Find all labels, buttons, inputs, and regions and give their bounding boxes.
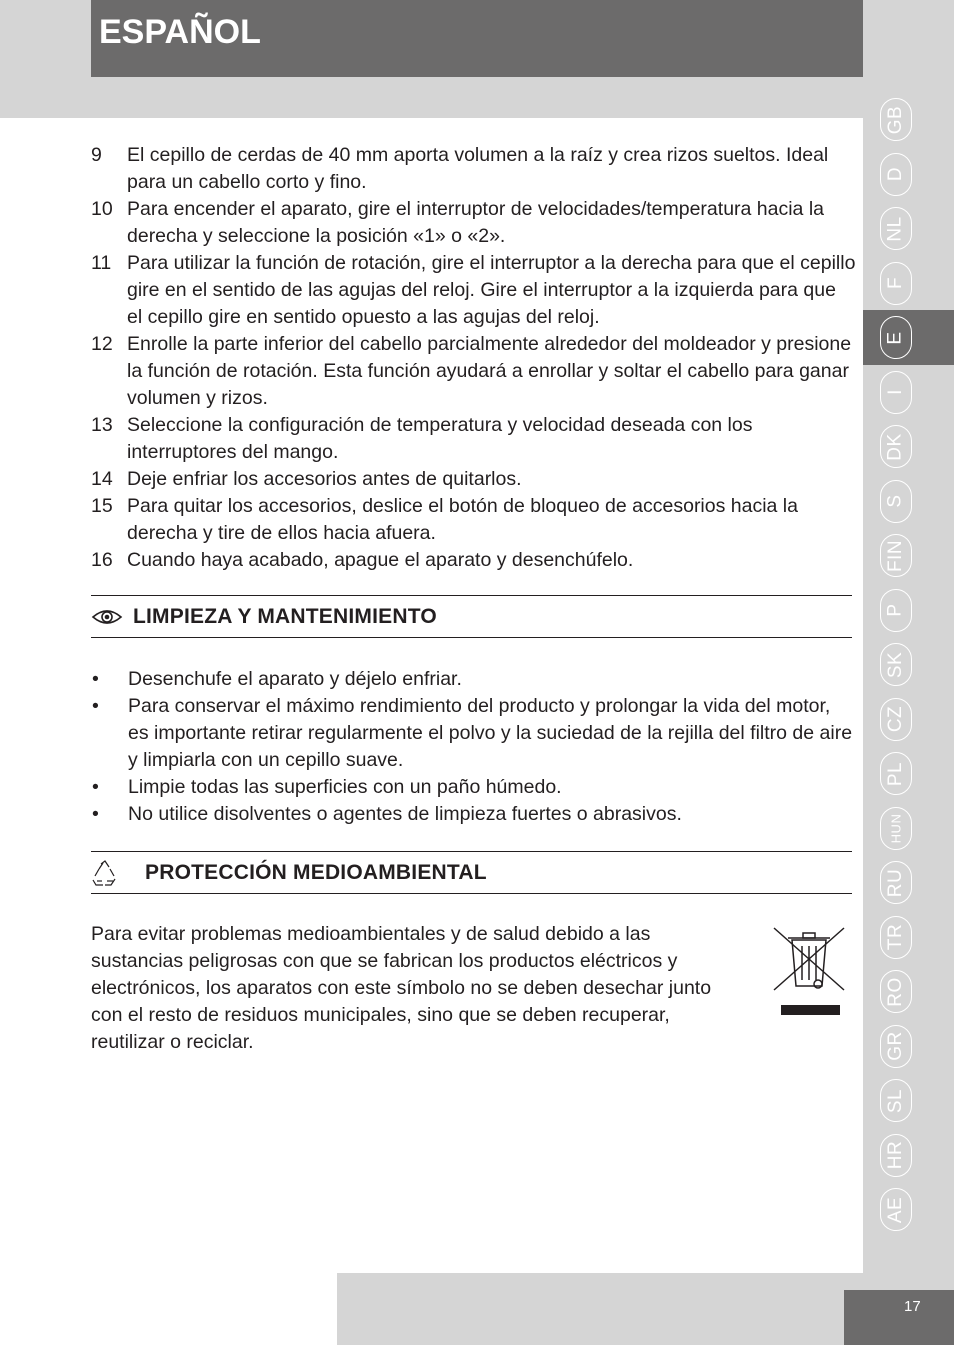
language-code: TR bbox=[884, 923, 906, 951]
language-code: HUN bbox=[888, 813, 904, 843]
language-pill bbox=[880, 1079, 912, 1122]
bullet-item bbox=[91, 774, 856, 801]
language-code: NL bbox=[884, 215, 906, 242]
step-text: Para utilizar la función de rotación, gire el interruptor a la derecha para que el cepillo gire en el sentido de las agujas del reloj. Gire el interruptor a la izquierda para que el cepillo gire en sentido opuesto a las agujas del reloj. bbox=[127, 252, 856, 328]
language-pill bbox=[880, 1025, 912, 1068]
language-pill bbox=[880, 861, 912, 904]
language-pill bbox=[880, 752, 912, 795]
language-tab-hr[interactable] bbox=[863, 1128, 954, 1183]
language-pill bbox=[880, 916, 912, 959]
bullet-text: Para conservar el máximo rendimiento del producto y prolongar la vida del motor, es importante retirar regularmente el polvo y la suciedad de la rejilla del filtro de aire y limpiarla con un cepillo suave. bbox=[128, 695, 853, 771]
bullet-item bbox=[91, 693, 856, 774]
language-pill bbox=[880, 98, 912, 141]
language-code: AE bbox=[884, 1196, 906, 1223]
language-code: P bbox=[885, 603, 906, 617]
language-tab-ae[interactable] bbox=[863, 1182, 954, 1237]
step-number: 10 bbox=[91, 198, 113, 220]
step-item bbox=[91, 250, 856, 331]
language-code: CZ bbox=[884, 705, 906, 733]
language-pill bbox=[880, 970, 912, 1013]
language-code: I bbox=[885, 389, 906, 395]
language-code: RO bbox=[885, 976, 906, 1007]
language-tab-dk[interactable] bbox=[863, 419, 954, 474]
language-code: HR bbox=[884, 1140, 906, 1170]
language-code: GB bbox=[884, 105, 906, 134]
language-tab-sl[interactable] bbox=[863, 1073, 954, 1128]
language-tab-nl[interactable] bbox=[863, 201, 954, 256]
language-pill bbox=[880, 316, 912, 359]
step-number: 9 bbox=[91, 144, 102, 166]
language-code: D bbox=[884, 166, 906, 182]
page-number: 17 bbox=[904, 1298, 921, 1315]
language-code: FIN bbox=[885, 539, 907, 572]
step-number: 11 bbox=[91, 252, 112, 274]
bullet-item bbox=[91, 801, 856, 828]
language-code: S bbox=[885, 494, 906, 508]
language-pill bbox=[880, 207, 912, 250]
language-pill bbox=[880, 1188, 912, 1231]
language-pill bbox=[880, 698, 912, 741]
language-pill bbox=[880, 1134, 912, 1177]
language-tab-e[interactable] bbox=[863, 310, 954, 365]
environment-text: Para evitar problemas medioambientales y de salud debido a las sustancias peligrosas con que se fabrican los productos eléctricos y electrónicos, los aparatos con este símbolo no se deben desechar junto con el resto de residuos municipales, sino que se deben recuperar, reutilizar o reciclar. bbox=[91, 923, 712, 1053]
step-item bbox=[91, 196, 856, 250]
step-text: Seleccione la configuración de temperatura y velocidad deseada con los interruptores del mango. bbox=[127, 414, 753, 463]
step-text: Deje enfriar los accesorios antes de quitarlos. bbox=[127, 468, 522, 490]
footer-gray-band bbox=[337, 1273, 844, 1345]
steps-list bbox=[91, 142, 856, 574]
language-tab-gb[interactable] bbox=[863, 92, 954, 147]
language-tab-i[interactable] bbox=[863, 365, 954, 420]
bullet-item bbox=[91, 666, 856, 693]
step-number: 15 bbox=[91, 495, 113, 517]
crossed-bin-icon bbox=[772, 926, 846, 1018]
bullet-dot: • bbox=[92, 803, 99, 825]
cleaning-section-title: LIMPIEZA Y MANTENIMIENTO bbox=[133, 604, 437, 628]
step-item bbox=[91, 547, 856, 574]
bullet-dot: • bbox=[92, 695, 99, 717]
language-tab-ru[interactable] bbox=[863, 855, 954, 910]
language-pill bbox=[880, 807, 912, 850]
language-tab-sk[interactable] bbox=[863, 637, 954, 692]
page-number-box bbox=[844, 1290, 954, 1345]
language-pill bbox=[880, 480, 912, 523]
step-number: 14 bbox=[91, 468, 113, 490]
step-number: 12 bbox=[91, 333, 113, 355]
cleaning-section-header bbox=[91, 595, 852, 638]
language-tab-s[interactable] bbox=[863, 474, 954, 529]
language-tab-fin[interactable] bbox=[863, 528, 954, 583]
environment-section-header bbox=[91, 851, 852, 894]
cleaning-bullets bbox=[91, 666, 856, 828]
bullet-dot: • bbox=[92, 668, 99, 690]
language-tab-cz[interactable] bbox=[863, 692, 954, 747]
language-code: SL bbox=[885, 1088, 906, 1113]
step-number: 13 bbox=[91, 414, 113, 436]
step-text: El cepillo de cerdas de 40 mm aporta volumen a la raíz y crea rizos sueltos. Ideal para un cabello corto y fino. bbox=[127, 144, 829, 193]
language-code: RU bbox=[884, 868, 906, 897]
language-pill bbox=[880, 589, 912, 632]
title-box bbox=[91, 0, 863, 77]
step-item bbox=[91, 493, 856, 547]
language-pill bbox=[880, 153, 912, 196]
recycle-icon bbox=[91, 860, 119, 886]
language-tab-gr[interactable] bbox=[863, 1019, 954, 1074]
language-code: DK bbox=[885, 432, 906, 461]
step-item bbox=[91, 466, 856, 493]
environment-section-title: PROTECCIÓN MEDIOAMBIENTAL bbox=[145, 860, 487, 884]
language-pill bbox=[880, 425, 912, 468]
step-text: Para encender el aparato, gire el interruptor de velocidades/temperatura hacia la derecha y seleccione la posición «1» o «2». bbox=[127, 198, 825, 247]
step-number: 16 bbox=[91, 549, 113, 571]
language-code: F bbox=[884, 276, 906, 290]
language-pill bbox=[880, 262, 912, 305]
step-item bbox=[91, 331, 856, 412]
language-tab-f[interactable] bbox=[863, 256, 954, 311]
language-code: PL bbox=[885, 761, 906, 786]
language-code: E bbox=[885, 330, 906, 345]
language-code: GR bbox=[885, 1031, 906, 1061]
language-pill bbox=[880, 534, 912, 577]
page-title: ESPAÑOL bbox=[99, 13, 261, 51]
step-text: Para quitar los accesorios, deslice el botón de bloqueo de accesorios hacia la derecha y tire de ellos hacia afuera. bbox=[127, 495, 798, 544]
language-tab-tr[interactable] bbox=[863, 910, 954, 965]
step-text: Cuando haya acabado, apague el aparato y desenchúfelo. bbox=[127, 549, 634, 571]
language-tab-p[interactable] bbox=[863, 583, 954, 638]
step-text: Enrolle la parte inferior del cabello parcialmente alrededor del moldeador y presione la función de rotación. Esta función ayudará a enrollar y soltar el cabello para ganar volumen y rizos. bbox=[127, 333, 852, 409]
language-tab-d[interactable] bbox=[863, 147, 954, 202]
language-pill bbox=[880, 371, 912, 414]
bullet-text: Desenchufe el aparato y déjelo enfriar. bbox=[128, 668, 462, 690]
footer-strip bbox=[0, 1273, 337, 1345]
language-tab-pl[interactable] bbox=[863, 746, 954, 801]
bullet-text: No utilice disolventes o agentes de limpieza fuertes o abrasivos. bbox=[128, 803, 682, 825]
step-item bbox=[91, 412, 856, 466]
language-tab-hun[interactable] bbox=[863, 801, 954, 856]
eye-icon bbox=[91, 607, 123, 627]
language-tab-ro[interactable] bbox=[863, 964, 954, 1019]
language-code: SK bbox=[884, 651, 906, 678]
bullet-dot: • bbox=[92, 776, 99, 798]
language-pill bbox=[880, 643, 912, 686]
bullet-text: Limpie todas las superficies con un paño húmedo. bbox=[128, 776, 562, 798]
step-item bbox=[91, 142, 856, 196]
